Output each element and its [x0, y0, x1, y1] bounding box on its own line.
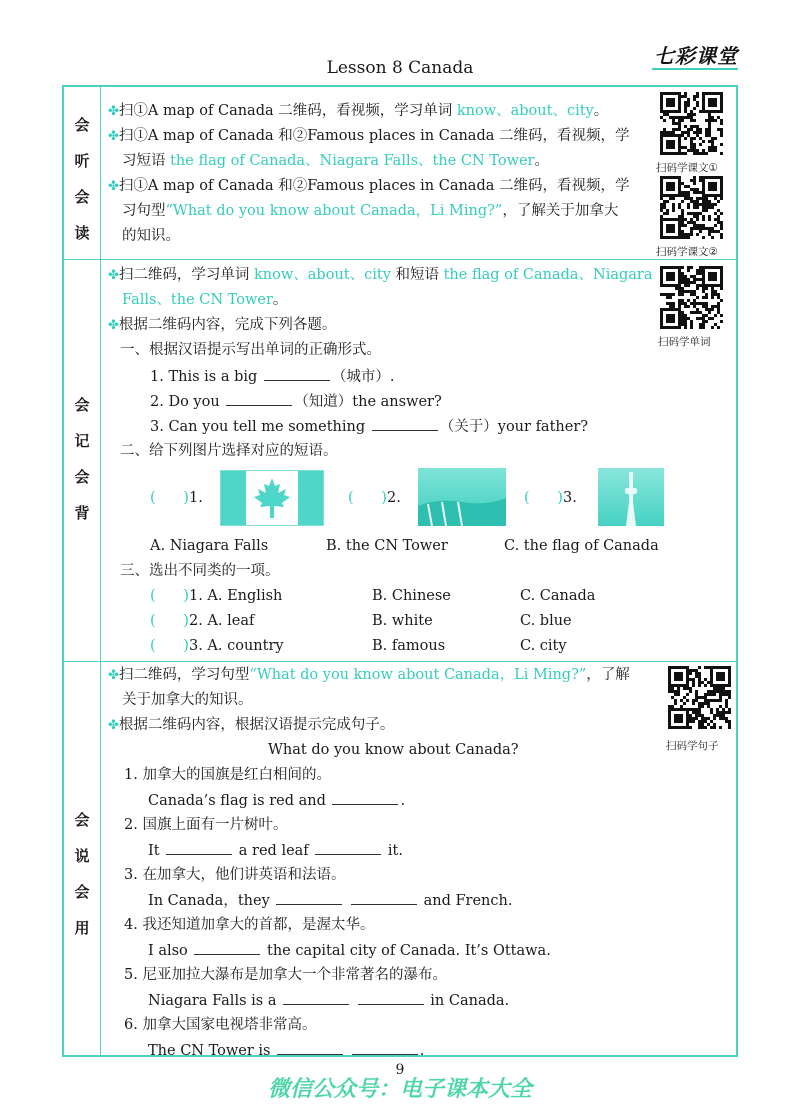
answer-blank[interactable] [315, 840, 381, 855]
speak-item-1-cn: 1. 加拿大的国旗是红白相间的。 [124, 767, 331, 783]
row-divider-1 [64, 259, 736, 260]
row-divider-2 [64, 661, 736, 662]
speak-item-6-en: The CN Tower is . [148, 1040, 424, 1061]
canada-flag-image [220, 470, 324, 526]
part1-q3: 3. Can you tell me something （关于）your father? [150, 416, 588, 437]
part1-q2: 2. Do you （知道）the answer? [150, 391, 442, 412]
answer-blank[interactable] [277, 1040, 343, 1055]
answer-bracket[interactable]: ( ) [348, 490, 387, 506]
part2-option-c: C. the flag of Canada [504, 538, 659, 554]
speak-item-5-en: Niagara Falls is a in Canada. [148, 990, 509, 1011]
part2-option-a: A. Niagara Falls [150, 538, 269, 554]
answer-blank[interactable] [194, 940, 260, 955]
answer-blank[interactable] [166, 840, 232, 855]
qr-code-icon[interactable] [660, 92, 722, 154]
speak-intro-1: ✤扫二维码，学习句型“What do you know about Canada，Li Ming?”，了解 [108, 667, 630, 683]
speak-item-2-en: It a red leaf it. [148, 840, 403, 861]
part1-title: 一、根据汉语提示写出单词的正确形式。 [120, 342, 381, 358]
listen-line-4: ✤扫①A map of Canada 和②Famous places in Canada 二维码，看视频，学 [108, 178, 630, 194]
answer-bracket[interactable]: ( ) [150, 588, 189, 604]
speak-item-1-en: Canada’s flag is red and . [148, 790, 405, 811]
qr-caption: 扫码学课文① [656, 162, 718, 174]
answer-blank[interactable] [358, 990, 424, 1005]
part3-q3: ( )3. A. country [150, 638, 284, 654]
brand-underline [652, 68, 738, 70]
listen-line-6: 的知识。 [122, 228, 180, 244]
speak-item-4-cn: 4. 我还知道加拿大的首都，是渥太华。 [124, 917, 375, 933]
speak-intro-3: ✤根据二维码内容，根据汉语提示完成句子。 [108, 717, 395, 733]
speak-item-3-en: In Canada，they and French. [148, 890, 512, 911]
bullet-icon: ✤ [108, 129, 119, 144]
picture-item-3: ( )3. [524, 490, 577, 506]
answer-bracket[interactable]: ( ) [150, 490, 189, 506]
remember-intro-2: Falls、the CN Tower。 [122, 292, 288, 308]
maple-leaf-icon [254, 478, 290, 518]
bullet-icon: ✤ [108, 718, 119, 733]
watermark: 微信公众号：电子课本大全 [267, 1077, 532, 1102]
qr-code-icon[interactable] [668, 666, 730, 728]
answer-bracket[interactable]: ( ) [524, 490, 563, 506]
listen-line-1: ✤扫①A map of Canada 二维码，看视频，学习单词 know、about、city。 [108, 103, 609, 119]
picture-item-2: ( )2. [348, 490, 401, 506]
speak-heading: What do you know about Canada? [268, 742, 519, 758]
answer-blank[interactable] [332, 790, 398, 805]
part3-q1-b: B. Chinese [372, 588, 451, 604]
answer-bracket[interactable]: ( ) [150, 638, 189, 654]
section-label-speak: 会 说 会 用 [74, 811, 90, 937]
speak-item-2-cn: 2. 国旗上面有一片树叶。 [124, 817, 288, 833]
bullet-icon: ✤ [108, 268, 119, 283]
part3-title: 三、选出不同类的一项。 [120, 563, 280, 579]
remember-intro-1: ✤扫二维码，学习单词 know、about、city 和短语 the flag of Canada、Niagara [108, 267, 653, 283]
section-label-remember: 会 记 会 背 [74, 396, 90, 522]
part3-q2-c: C. blue [520, 613, 572, 629]
part3-q3-b: B. famous [372, 638, 446, 654]
qr-code-icon[interactable] [660, 176, 722, 238]
speak-item-4-en: I also the capital city of Canada. It’s Ottawa. [148, 940, 551, 961]
answer-bracket[interactable]: ( ) [150, 613, 189, 629]
remember-intro-3: ✤根据二维码内容，完成下列各题。 [108, 317, 337, 333]
picture-item-1: ( )1. [150, 490, 203, 506]
qr-caption: 扫码学句子 [666, 740, 719, 752]
part3-q2-b: B. white [372, 613, 433, 629]
column-divider [100, 87, 101, 1055]
part2-option-b: B. the CN Tower [326, 538, 448, 554]
bullet-icon: ✤ [108, 104, 119, 119]
speak-item-5-cn: 5. 尼亚加拉大瀑布是加拿大一个非常著名的瀑布。 [124, 967, 447, 983]
part3-q1-c: C. Canada [520, 588, 596, 604]
section-label-listen: 会 听 会 读 [74, 116, 90, 242]
qr-caption: 扫码学单词 [658, 336, 711, 348]
speak-intro-2: 关于加拿大的知识。 [122, 692, 253, 708]
answer-blank[interactable] [352, 1040, 418, 1055]
answer-blank[interactable] [264, 366, 330, 381]
answer-blank[interactable] [283, 990, 349, 1005]
speak-item-3-cn: 3. 在加拿大，他们讲英语和法语。 [124, 867, 346, 883]
page-number: 9 [395, 1062, 405, 1078]
listen-line-2: ✤扫①A map of Canada 和②Famous places in Canada 二维码，看视频，学 [108, 128, 630, 144]
speak-item-6-cn: 6. 加拿大国家电视塔非常高。 [124, 1017, 317, 1033]
bullet-icon: ✤ [108, 179, 119, 194]
answer-blank[interactable] [351, 890, 417, 905]
page-title: Lesson 8 Canada [326, 58, 474, 78]
part3-q1: ( )1. A. English [150, 588, 283, 604]
answer-blank[interactable] [276, 890, 342, 905]
bullet-icon: ✤ [108, 668, 119, 683]
listen-line-3: 习短语 the flag of Canada、Niagara Falls、the CN Tower。 [122, 153, 549, 169]
qr-code-icon[interactable] [660, 266, 722, 328]
part2-title: 二、给下列图片选择对应的短语。 [120, 443, 338, 459]
part1-q1: 1. This is a big （城市）. [150, 366, 395, 387]
qr-caption: 扫码学课文② [656, 246, 718, 258]
answer-blank[interactable] [226, 391, 292, 406]
bullet-icon: ✤ [108, 318, 119, 333]
part3-q3-c: C. city [520, 638, 567, 654]
brand-logo: 七彩课堂 [654, 44, 738, 68]
listen-line-5: 习句型“What do you know about Canada，Li Ming?”，了解关于加拿大 [122, 203, 619, 219]
part3-q2: ( )2. A. leaf [150, 613, 255, 629]
cn-tower-image [598, 468, 664, 526]
answer-blank[interactable] [372, 416, 438, 431]
niagara-falls-image [418, 468, 506, 526]
